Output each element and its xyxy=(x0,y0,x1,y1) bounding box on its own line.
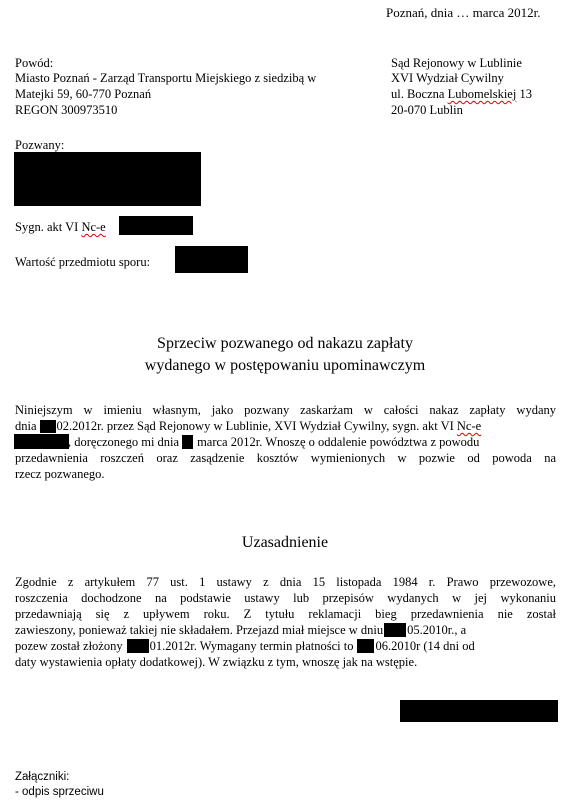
justification-line-1: Zgodnie z artykułem 77 ust. 1 ustawy z dnia 15 listopada 1984 r. Prawo przewozowe, xyxy=(15,575,556,589)
objection-line-2 xyxy=(15,419,556,434)
justification-line-3: przedawniają się z upływem roku. Z tytułu reklamacji bieg przedawnienia nie został xyxy=(15,607,556,621)
justification-heading: Uzasadnienie xyxy=(241,534,329,551)
objection-line-1: Niniejszym w imieniu własnym, jako pozwany zaskarżam w całości nakaz zapłaty wydany xyxy=(15,403,556,417)
redacted-case-number xyxy=(119,216,193,235)
court-street-prefix: ul. Boczna xyxy=(391,87,448,101)
court-street-number: 13 xyxy=(516,87,532,101)
case-signature-code: Nc-e xyxy=(81,220,106,234)
case-signature-prefix: Sygn. akt VI xyxy=(15,220,82,234)
objection-line-5: rzecz pozwanego. xyxy=(15,467,105,481)
justification-line-4 xyxy=(15,623,466,638)
plaintiff-regon: REGON 300973510 xyxy=(15,103,118,117)
place-date: Poznań, dnia … marca 2012r. xyxy=(386,5,541,20)
redacted-order-number xyxy=(14,434,69,449)
justification-line-5 xyxy=(15,639,475,654)
court-city: 20-070 Lublin xyxy=(391,103,463,117)
redacted-delivery-day xyxy=(182,435,193,449)
attachment-item: - odpis sprzeciwu xyxy=(15,786,104,798)
justification-line-5a: pozew został złożony xyxy=(15,639,123,653)
plaintiff-name: Miasto Poznań - Zarząd Transportu Miejskiego z siedzibą w xyxy=(15,71,317,85)
justification-line-6: daty wystawienia opłaty dodatkowej). W związku z tym, wnoszę jak na wstępie. xyxy=(15,655,418,669)
redacted-defendant xyxy=(14,152,201,206)
objection-line-4: przedawnienia roszczeń oraz zasądzenie kosztów wymienionych w pozwie od powoda na xyxy=(15,451,556,465)
dispute-value-label: Wartość przedmiotu sporu: xyxy=(15,255,151,269)
court-name: Sąd Rejonowy w Lublinie xyxy=(391,56,522,70)
objection-line-3a: , doręczonego mi dnia xyxy=(68,435,180,449)
objection-line-2b: 02.2012r. przez Sąd Rejonowy w Lublinie, XVI Wydział Cywilny, sygn. akt VI xyxy=(56,419,457,433)
redacted-travel-day xyxy=(384,623,406,637)
court-street xyxy=(391,87,532,102)
attachments-label: Załączniki: xyxy=(15,771,70,783)
case-signature xyxy=(15,220,106,235)
justification-line-2: roszczenia dochodzone na podstawie ustawy lub przepisów wydanych w jej wykonaniu xyxy=(15,591,556,605)
court-department: XVI Wydział Cywilny xyxy=(391,71,504,85)
justification-line-4b: 05.2010r., a xyxy=(407,623,467,637)
justification-line-5b: 01.2012r. Wymagany termin płatności to xyxy=(149,639,354,653)
objection-line-3b: marca 2012r. Wnoszę o oddalenie powództwa z powodu xyxy=(197,435,480,449)
redacted-payment-day xyxy=(357,639,374,653)
objection-line-2c: Nc-e xyxy=(456,419,482,433)
document-title-line1: Sprzeciw pozwanego od nakazu zapłaty xyxy=(157,335,413,352)
document-title-line2: wydanego w postępowaniu upominawczym xyxy=(144,357,426,374)
redacted-order-day xyxy=(40,420,56,433)
redacted-signature xyxy=(400,700,558,722)
objection-line-2a: dnia xyxy=(15,419,37,433)
plaintiff-label: Powód: xyxy=(15,56,54,70)
defendant-label: Pozwany: xyxy=(15,138,65,152)
redacted-filing-day xyxy=(127,639,149,653)
court-street-name: Lubomelskiej xyxy=(447,87,517,101)
objection-line-3 xyxy=(68,435,479,450)
justification-line-5c: 06.2010r (14 dni od xyxy=(375,639,475,653)
plaintiff-address: Matejki 59, 60-770 Poznań xyxy=(15,87,152,101)
justification-line-4a: zawieszony, ponieważ takiej nie składałem. Przejazd miał miejsce w dniu xyxy=(15,623,384,637)
redacted-dispute-value xyxy=(175,246,248,273)
